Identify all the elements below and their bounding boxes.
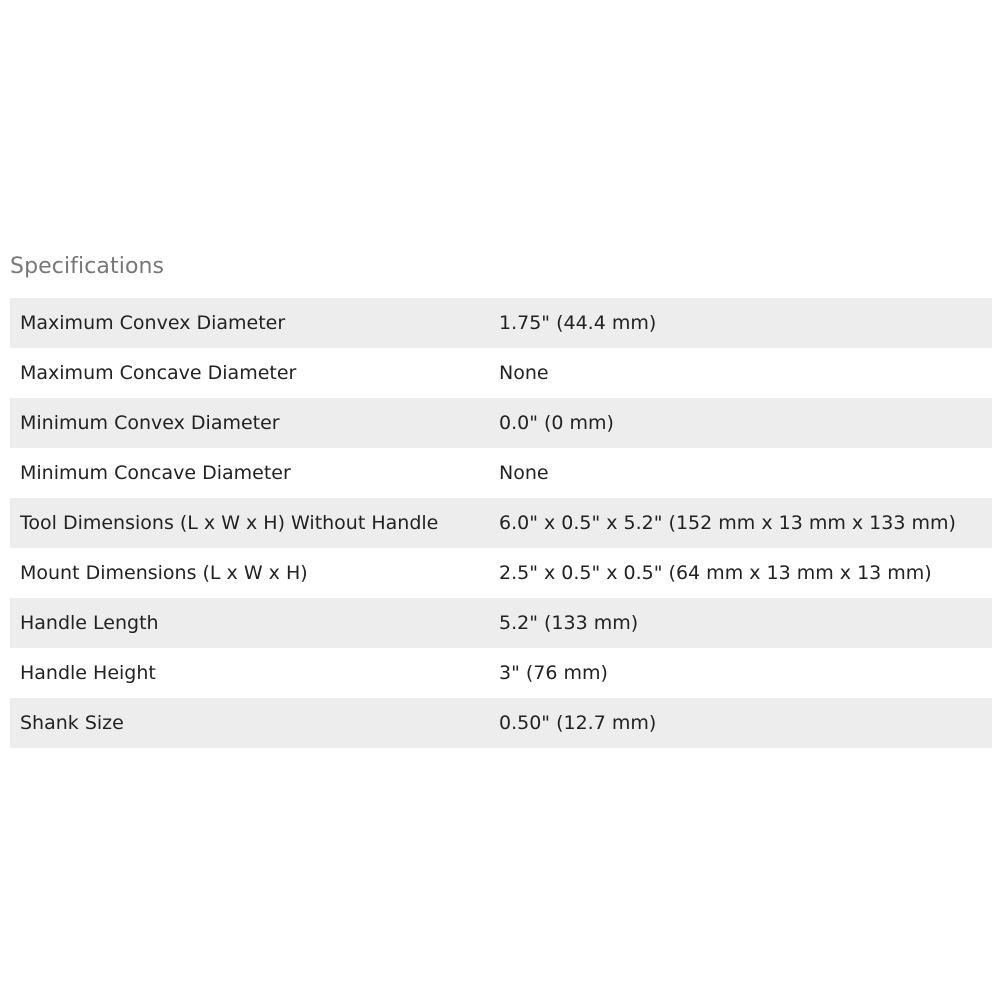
spec-label: Shank Size bbox=[20, 712, 124, 734]
table-row bbox=[10, 448, 992, 498]
spec-value: 5.2" (133 mm) bbox=[499, 612, 639, 634]
spec-label: Tool Dimensions (L x W x H) Without Handle bbox=[20, 512, 439, 534]
table-row bbox=[10, 648, 992, 698]
spec-value: 0.0" (0 mm) bbox=[499, 412, 614, 434]
spec-value: None bbox=[499, 462, 549, 484]
spec-label: Minimum Convex Diameter bbox=[20, 412, 280, 434]
spec-label: Mount Dimensions (L x W x H) bbox=[20, 562, 308, 584]
spec-value: 6.0" x 0.5" x 5.2" (152 mm x 13 mm x 133 mm) bbox=[499, 512, 956, 534]
spec-label: Maximum Convex Diameter bbox=[20, 312, 286, 334]
table-row bbox=[10, 698, 992, 748]
table-row bbox=[10, 298, 992, 348]
spec-value: 0.50" (12.7 mm) bbox=[499, 712, 657, 734]
spec-label: Minimum Concave Diameter bbox=[20, 462, 291, 484]
spec-label: Handle Length bbox=[20, 612, 159, 634]
section-title: Specifications bbox=[10, 254, 165, 279]
spec-label: Handle Height bbox=[20, 662, 156, 684]
spec-value: 3" (76 mm) bbox=[499, 662, 608, 684]
table-row bbox=[10, 498, 992, 548]
table-row bbox=[10, 548, 992, 598]
spec-value: None bbox=[499, 362, 549, 384]
table-row bbox=[10, 598, 992, 648]
spec-value: 1.75" (44.4 mm) bbox=[499, 312, 657, 334]
spec-value: 2.5" x 0.5" x 0.5" (64 mm x 13 mm x 13 mm) bbox=[499, 562, 932, 584]
spec-label: Maximum Concave Diameter bbox=[20, 362, 297, 384]
table-row bbox=[10, 348, 992, 398]
specifications-table bbox=[10, 298, 992, 748]
table-row bbox=[10, 398, 992, 448]
